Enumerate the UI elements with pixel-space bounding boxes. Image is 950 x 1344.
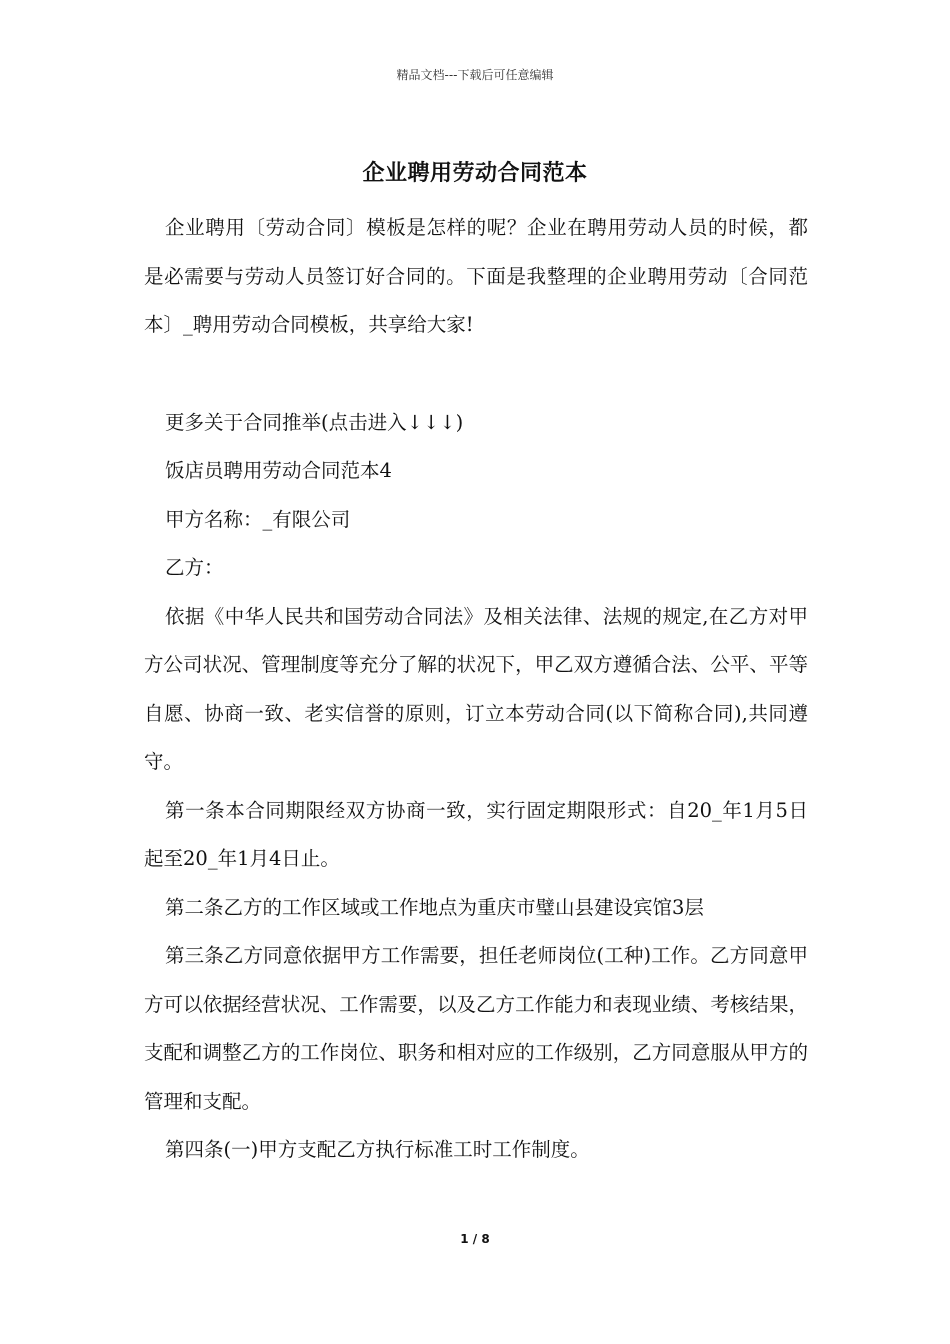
- page-number: 1 / 8: [460, 1232, 490, 1246]
- contract-subtitle: 饭店员聘用劳动合同范本4: [165, 459, 392, 482]
- article-2: 第二条乙方的工作区域或工作地点为重庆市璧山县建设宾馆3层: [165, 895, 704, 919]
- intro-paragraph: 企业聘用〔劳动合同〕模板是怎样的呢？企业在聘用劳动人员的时候，都是必需要与劳动人员签订好合同的。下面是我整理的企业聘用劳动〔合同范本〕_聘用劳动合同模板，共享给大家!: [144, 216, 808, 336]
- party-b-line: 乙方：: [165, 556, 224, 579]
- document-body: [144, 204, 808, 1175]
- paragraph-gap: [144, 350, 808, 399]
- article-1: 第一条本合同期限经双方协商一致，实行固定期限形式：自20_年1月5日起至20_年1月4日止。: [144, 798, 808, 870]
- page-header: 精品文档---下载后可任意编辑: [396, 68, 554, 82]
- article-3: 第三条乙方同意依据甲方工作需要，担任老师岗位(工种)工作。乙方同意甲方可以依据经营状况、工作需要，以及乙方工作能力和表现业绩、考核结果，支配和调整乙方的工作岗位、职务和相对应的工作级别，乙方同意服从甲方的管理和支配。: [144, 944, 808, 1113]
- document-title: 企业聘用劳动合同范本: [362, 161, 588, 186]
- party-a-line: 甲方名称：_有限公司: [165, 507, 351, 531]
- preamble-paragraph: 依据《中华人民共和国劳动合同法》及相关法律、法规的规定,在乙方对甲方公司状况、管理制度等充分了解的状况下，甲乙双方遵循合法、公平、平等自愿、协商一致、老实信誉的原则，订立本劳动合同(以下简称合同),共同遵守。: [144, 604, 808, 773]
- more-contracts-link[interactable]: 更多关于合同推举(点击进入↓↓↓): [165, 410, 464, 434]
- article-4: 第四条(一)甲方支配乙方执行标准工时工作制度。: [165, 1138, 590, 1161]
